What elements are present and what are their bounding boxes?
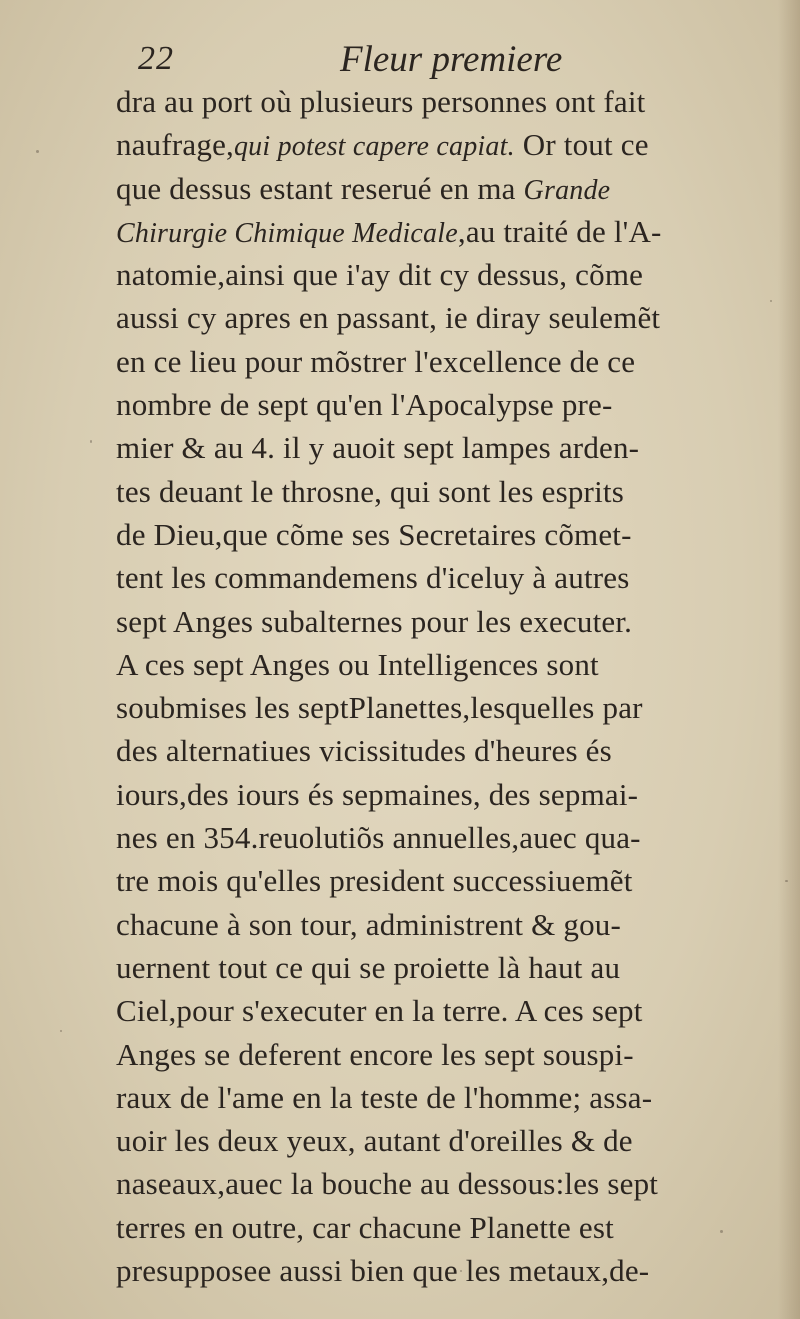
text-segment: nes en 354.reuolutiõs annuelles,auec qua- bbox=[116, 820, 641, 856]
text-line bbox=[116, 470, 756, 513]
text-line bbox=[116, 600, 756, 643]
text-line bbox=[116, 513, 756, 556]
text-line bbox=[116, 816, 756, 859]
text-segment: en ce lieu pour mõstrer l'excellence de ce bbox=[116, 343, 636, 379]
text-segment: naufrage, bbox=[116, 127, 234, 163]
text-segment: dra au port où plusieurs personnes ont fait bbox=[116, 84, 646, 119]
text-segment: Or tout ce bbox=[514, 127, 649, 163]
text-segment: tes deuant le throsne, qui sont les esprits bbox=[116, 473, 624, 509]
text-line bbox=[116, 1076, 756, 1119]
text-line bbox=[116, 556, 756, 599]
running-head bbox=[130, 38, 750, 84]
text-segment: Ciel,pour s'executer en la terre. A ces sept bbox=[116, 993, 643, 1029]
text-segment: soubmises les septPlanettes,lesquelles par bbox=[116, 690, 643, 726]
text-line bbox=[116, 340, 756, 383]
text-segment: des alternatiues vicissitudes d'heures és bbox=[116, 733, 612, 769]
text-segment: que dessus estant reserué en ma bbox=[116, 170, 524, 206]
text-segment: mier & au 4. il y auoit sept lampes arden- bbox=[116, 430, 640, 466]
text-segment: sept Anges subalternes pour les executer. bbox=[116, 603, 633, 639]
text-line bbox=[116, 643, 756, 686]
page-gutter-shadow bbox=[778, 0, 800, 1319]
text-line bbox=[116, 1033, 756, 1076]
text-line bbox=[116, 989, 756, 1032]
text-line bbox=[116, 167, 756, 210]
text-segment: naseaux,auec la bouche au dessous:les sept bbox=[116, 1166, 659, 1202]
text-segment: tent les commandemens d'iceluy à autres bbox=[116, 560, 630, 596]
text-segment: de Dieu,que cõme ses Secretaires cõmet- bbox=[116, 516, 632, 552]
running-title: Fleur premiere bbox=[340, 39, 563, 80]
text-segment: tre mois qu'elles president successiuemẽt bbox=[116, 863, 633, 899]
text-line bbox=[116, 773, 756, 816]
page-number: 22 bbox=[138, 40, 174, 77]
italic-text: qui potest capere capiat. bbox=[233, 131, 515, 163]
text-line bbox=[116, 1162, 756, 1205]
text-line bbox=[116, 946, 756, 989]
text-segment: nombre de sept qu'en l'Apocalypse pre- bbox=[116, 387, 613, 423]
text-line bbox=[116, 903, 756, 946]
text-line bbox=[116, 1206, 756, 1249]
text-line bbox=[116, 1119, 756, 1162]
text-segment: raux de l'ame en la teste de l'homme; assa- bbox=[116, 1079, 653, 1115]
text-line bbox=[116, 729, 756, 772]
text-segment: terres en outre, car chacune Planette est bbox=[116, 1209, 614, 1245]
text-segment: ,au traité de l'A- bbox=[457, 213, 662, 249]
text-line bbox=[116, 80, 756, 123]
text-line bbox=[116, 426, 756, 469]
text-segment: A ces sept Anges ou Intelligences sont bbox=[116, 646, 599, 682]
body-text bbox=[116, 80, 756, 1292]
text-segment: Anges se deferent encore les sept souspi- bbox=[116, 1036, 634, 1072]
italic-text: Chirurgie Chimique Medicale bbox=[116, 217, 458, 249]
text-segment: aussi cy apres en passant, ie diray seulemẽt bbox=[116, 300, 661, 336]
text-segment: uoir les deux yeux, autant d'oreilles & de bbox=[116, 1123, 633, 1159]
text-line bbox=[116, 383, 756, 426]
text-line bbox=[116, 859, 756, 902]
text-segment: iours,des iours és sepmaines, des sepmai- bbox=[116, 776, 639, 812]
text-segment: natomie,ainsi que i'ay dit cy dessus, cõme bbox=[116, 257, 644, 293]
text-line bbox=[116, 296, 756, 339]
text-line bbox=[116, 1249, 756, 1292]
text-segment: presupposee aussi bien que les metaux,de- bbox=[116, 1253, 650, 1289]
text-segment: chacune à son tour, administrent & gou- bbox=[116, 906, 622, 942]
text-line bbox=[116, 210, 756, 253]
text-line bbox=[116, 686, 756, 729]
text-line bbox=[116, 253, 756, 296]
text-segment: uernent tout ce qui se proiette là haut au bbox=[116, 949, 621, 985]
italic-text: Grande bbox=[523, 174, 611, 206]
text-line bbox=[116, 123, 756, 166]
